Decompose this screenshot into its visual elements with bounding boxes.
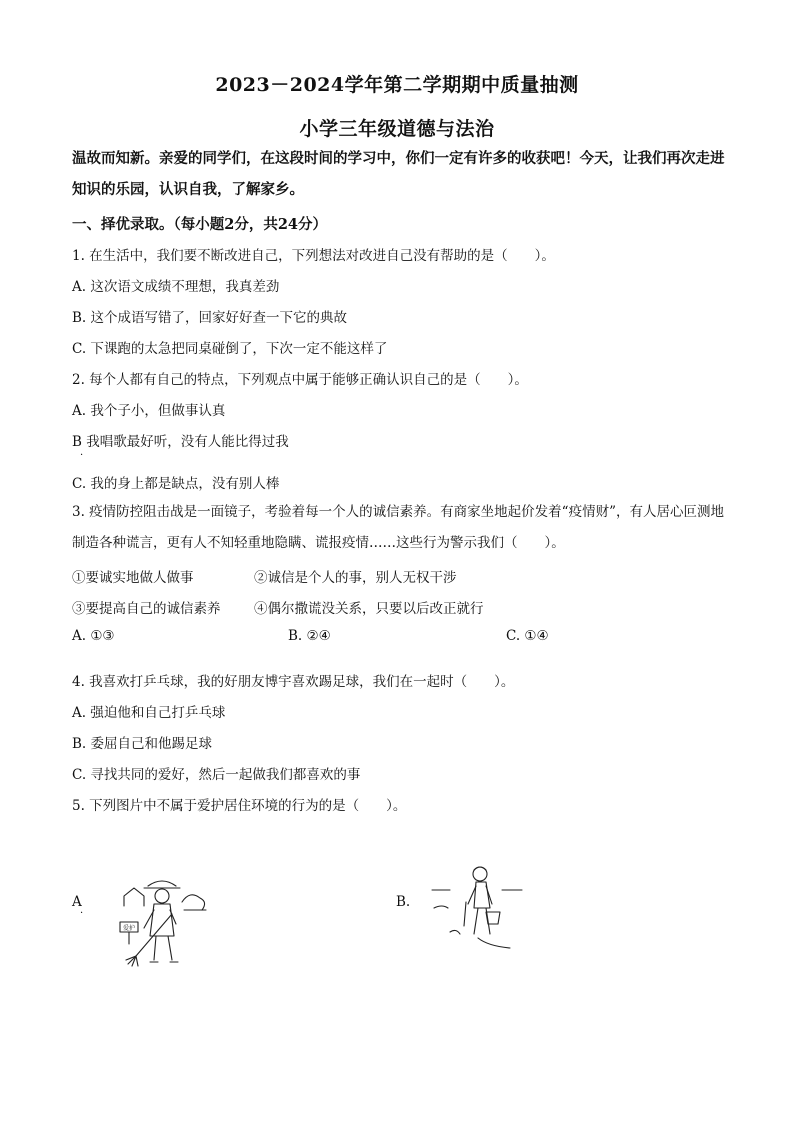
section-heading: 一、择优录取。（每小题2分，共24分） bbox=[72, 216, 328, 233]
intro-paragraph: 温故而知新。亲爱的同学们，在这段时间的学习中，你们一定有许多的收获吧！今天，让我们再次走进知识的乐园，认识自我，了解家乡。 bbox=[72, 150, 725, 198]
stray-dot: · bbox=[80, 450, 84, 461]
question-4-option-a: A. 强迫他和自己打乒乓球 bbox=[72, 705, 226, 721]
question-2-option-b: B 我唱歌最好听，没有人能比得过我 bbox=[72, 434, 289, 450]
question-3-statement-4: ④偶尔撒谎没关系，只要以后改正就行 bbox=[254, 601, 484, 617]
exam-subtitle: 小学三年级道德与法治 bbox=[299, 118, 495, 140]
question-2-stem: 2. 每个人都有自己的特点，下列观点中属于能够正确认识自己的是（ ）。 bbox=[72, 372, 528, 388]
question-3-statement-3: ③要提高自己的诚信素养 bbox=[72, 601, 221, 617]
stray-dot: · bbox=[80, 908, 84, 919]
question-4-option-c: C. 寻找共同的爱好，然后一起做我们都喜欢的事 bbox=[72, 767, 361, 783]
question-1-option-b: B. 这个成语写错了，回家好好查一下它的典故 bbox=[72, 310, 348, 326]
question-3-statement-1: ①要诚实地做人做事 bbox=[72, 570, 194, 586]
question-3-statement-2: ②诚信是个人的事，别人无权干涉 bbox=[254, 570, 457, 586]
planting-person-illustration bbox=[430, 862, 524, 956]
question-1-option-c: C. 下课跑的太急把同桌碰倒了，下次一定不能这样了 bbox=[72, 341, 388, 357]
question-3-option-a: A. ①③ bbox=[72, 628, 115, 644]
question-4-option-b: B. 委屈自己和他踢足球 bbox=[72, 736, 213, 752]
question-2-option-c: C. 我的身上都是缺点，没有别人棒 bbox=[72, 476, 280, 492]
question-3-stem: 3. 疫情防控阻击战是一面镜子，考验着每一个人的诚信素养。有商家坐地起价发着“疫情财”，有人居心叵测地制造各种谎言，更有人不知轻重地隐瞒、谎报疫情……这些行为警示我们（ ）。 bbox=[72, 504, 724, 551]
question-4-stem: 4. 我喜欢打乒乓球，我的好朋友博宇喜欢踢足球，我们在一起时（ ）。 bbox=[72, 674, 515, 690]
sweeping-person-illustration bbox=[114, 866, 210, 970]
exam-title: 2023－2024学年第二学期期中质量抽测 bbox=[215, 74, 579, 96]
question-5-option-b-label: B. bbox=[396, 894, 411, 910]
question-2-option-a: A. 我个子小，但做事认真 bbox=[72, 403, 226, 419]
question-5-stem: 5. 下列图片中不属于爱护居住环境的行为的是（ ）。 bbox=[72, 798, 407, 814]
question-5-option-a-label: A bbox=[72, 894, 82, 910]
question-1-option-a: A. 这次语文成绩不理想，我真差劲 bbox=[72, 279, 280, 295]
question-1-stem: 1. 在生活中，我们要不断改进自己，下列想法对改进自己没有帮助的是（ ）。 bbox=[72, 248, 555, 264]
question-3-option-b: B. ②④ bbox=[288, 628, 331, 644]
question-3-option-c: C. ①④ bbox=[506, 628, 549, 644]
sign-label: 爱护 bbox=[123, 925, 136, 932]
